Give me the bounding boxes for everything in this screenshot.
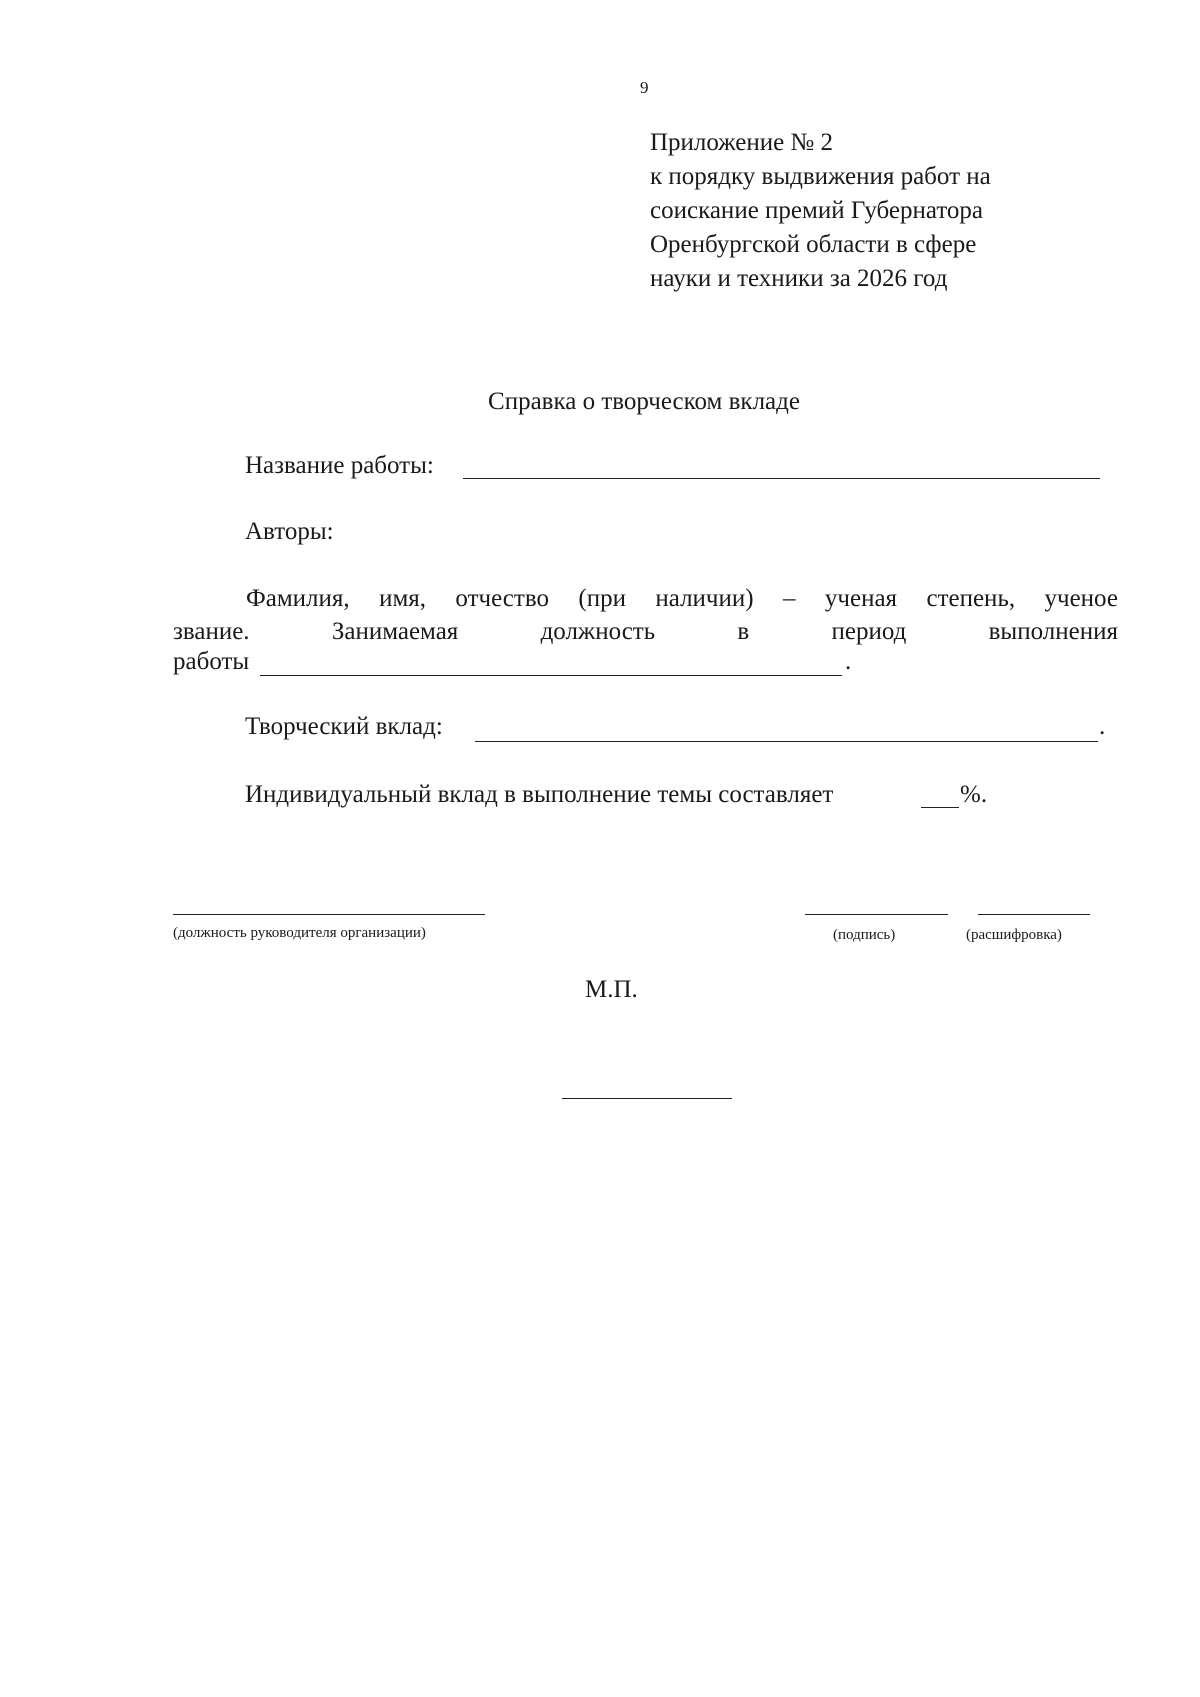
closing-divider: [562, 1098, 732, 1099]
creative-contribution-field[interactable]: [475, 741, 1098, 742]
document-title: Справка о творческом вкладе: [488, 388, 800, 415]
appendix-line: науки и техники за 2026 год: [650, 265, 948, 292]
word: наличии): [655, 585, 754, 612]
decoding-caption: (расшифровка): [966, 927, 1062, 943]
creative-contribution-end: .: [1099, 713, 1106, 740]
signature-line[interactable]: [805, 914, 948, 915]
appendix-line: Приложение № 2: [650, 129, 834, 156]
word: ученая: [824, 585, 898, 612]
decoding-line[interactable]: [978, 914, 1090, 915]
authors-work-label: работы: [173, 648, 250, 675]
page-number: 9: [640, 78, 649, 97]
authors-paragraph: [173, 582, 1118, 648]
appendix-header: [650, 126, 991, 296]
word: отчество: [455, 585, 549, 612]
word: имя,: [379, 585, 427, 612]
authors-label: Авторы:: [245, 518, 334, 545]
word: ученое: [1044, 585, 1118, 612]
work-name-field[interactable]: [463, 478, 1100, 479]
word: –: [783, 585, 796, 612]
word: должность: [540, 618, 656, 645]
appendix-line: к порядку выдвижения работ на: [650, 163, 991, 190]
individual-contribution-text: Индивидуальный вклад в выполнение темы составляет: [245, 781, 834, 808]
stamp-label: М.П.: [585, 976, 638, 1003]
authors-paragraph-line: [173, 582, 1118, 615]
work-name-label: Название работы:: [245, 452, 434, 479]
position-caption: (должность руководителя организации): [173, 925, 426, 941]
percent-field[interactable]: [921, 807, 959, 808]
creative-contribution-label: Творческий вклад:: [245, 713, 443, 740]
appendix-line: Оренбургской области в сфере: [650, 231, 977, 258]
authors-line-end: .: [845, 648, 852, 675]
authors-paragraph-line: [173, 615, 1118, 648]
word: Занимаемая: [331, 618, 459, 645]
word: выполнения: [988, 618, 1118, 645]
word: степень,: [926, 585, 1016, 612]
word: (при: [578, 585, 626, 612]
word: звание.: [173, 618, 250, 645]
word: в: [737, 618, 750, 645]
appendix-line: соискание премий Губернатора: [650, 197, 984, 224]
position-field[interactable]: [260, 675, 842, 676]
word: период: [831, 618, 907, 645]
word: Фамилия,: [246, 585, 350, 612]
percent-suffix: %.: [960, 781, 988, 808]
position-signature-line[interactable]: [173, 914, 485, 915]
signature-caption: (подпись): [833, 927, 896, 943]
